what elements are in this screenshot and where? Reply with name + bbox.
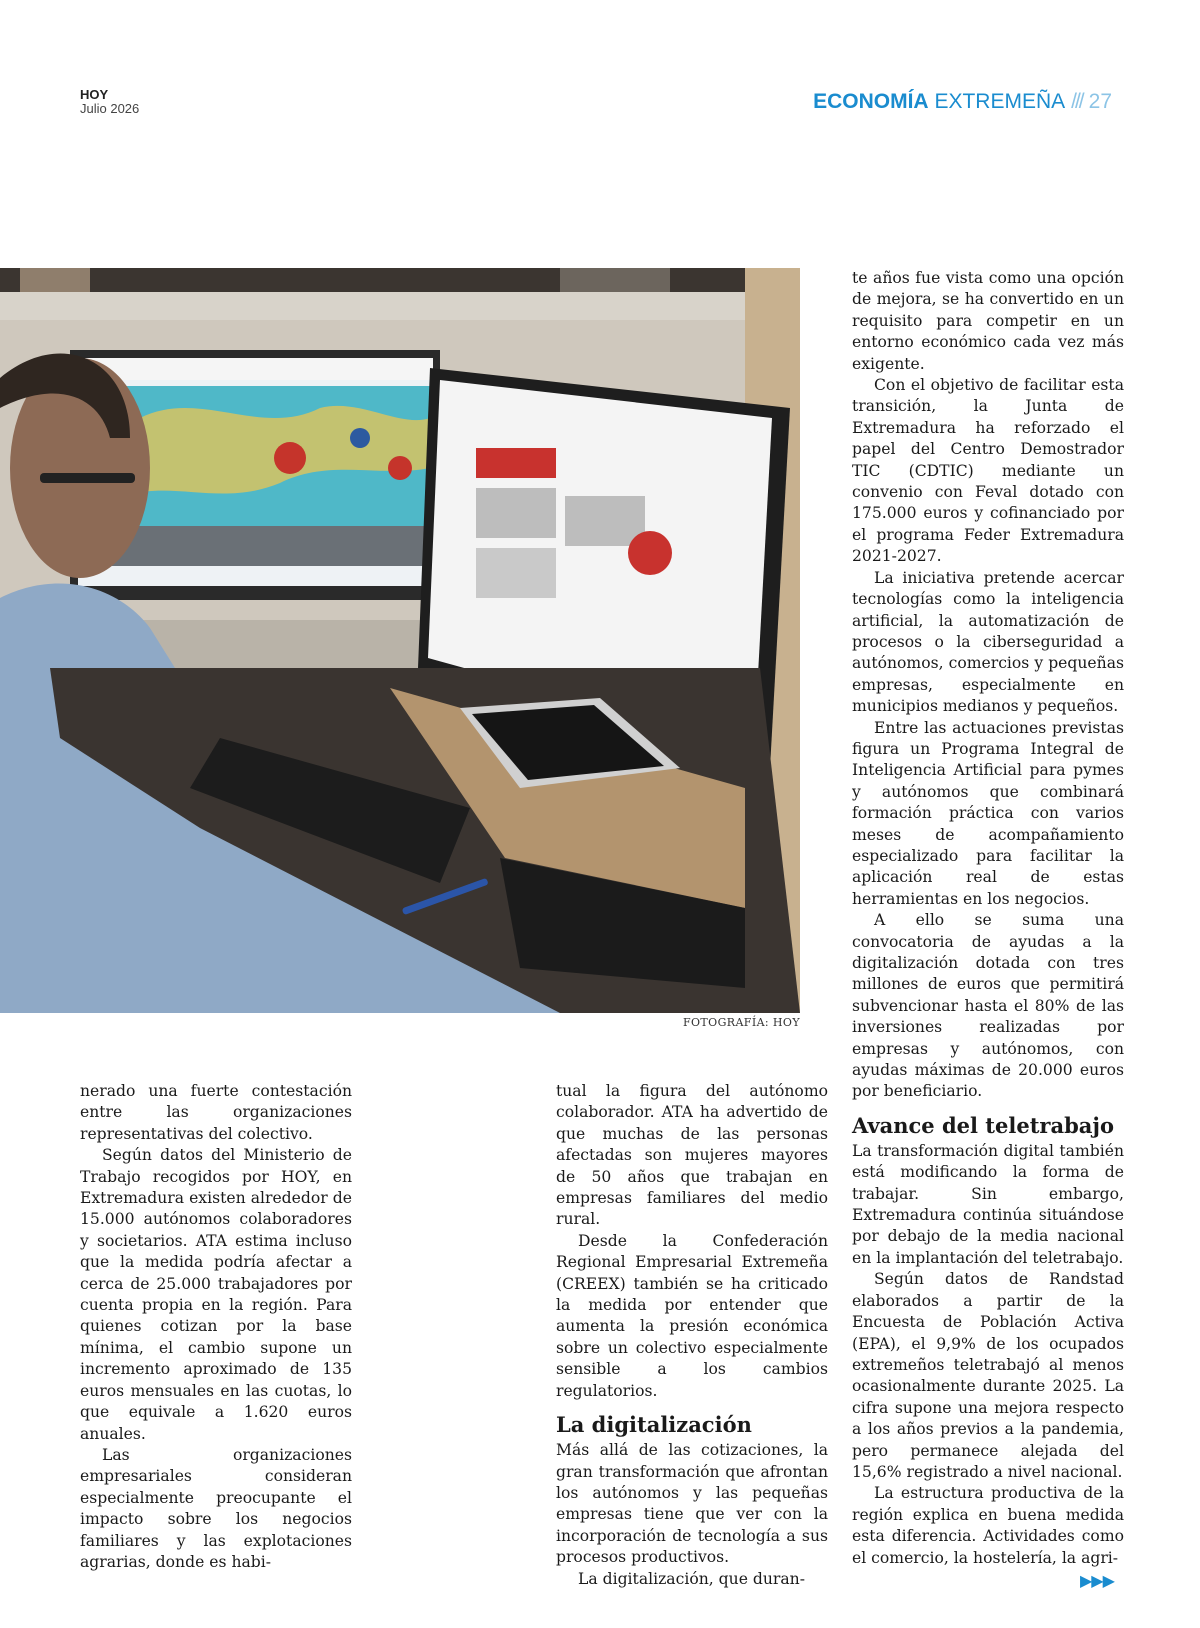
subheading-teletrabajo: Avance del teletrabajo — [852, 1112, 1114, 1138]
masthead — [80, 88, 139, 115]
paragraph: Entre las actuaciones previstas figura un Programa Integral de Inteligencia Artificial para pymes y autónomos que combinará formación práctica con varios meses de acompañamiento especializado para facilitar la aplicación real de estas herramientas en los negocios. — [852, 718, 1124, 908]
paragraph: La transformación digital también está modificando la forma de trabajar. Sin embargo, Extremadura continúa situándose por debajo de la media nacional en la implantación del teletrabajo. — [852, 1141, 1124, 1267]
article-column-2 — [556, 1081, 828, 1590]
section-name-light: EXTREMEÑA — [934, 90, 1066, 113]
paragraph: A ello se suma una convocatoria de ayudas a la digitalización dotada con tres millones de euros que permitirá subvencionar hasta el 80% de las inversiones realizadas por empresas y autónomos, con ayudas máximas de 20.000 euros por beneficiario. — [852, 911, 1124, 1101]
issue-date: Julio 2026 — [80, 100, 140, 116]
article-photo — [0, 268, 800, 1013]
paragraph: La estructura productiva de la región explica en buena medida esta diferencia. Actividades como el comercio, la hostelería, la agri- — [852, 1484, 1124, 1567]
article-column-1 — [80, 1081, 352, 1573]
paragraph: Las organizaciones empresariales consideran especialmente preocupante el impacto sobre los negocios familiares y las explotaciones agrarias, donde es habi- — [80, 1445, 352, 1571]
publication-name: HOY — [80, 87, 109, 102]
section-header — [813, 90, 1112, 114]
continue-arrows-icon: ▶▶▶ — [1080, 1571, 1114, 1590]
paragraph: Más allá de las cotizaciones, la gran transformación que afrontan los autónomos y las pequeñas empresas tiene que ver con la incorporación de tecnología a sus procesos productivos. — [556, 1441, 828, 1567]
paragraph: Con el objetivo de facilitar esta transición, la Junta de Extremadura ha reforzado el papel del Centro Demostrador TIC (CDTIC) mediante un convenio con Feval dotado con 175.000 euros y cofinanciado por el programa Feder Extremadura 2021-2027. — [852, 376, 1124, 566]
photo-illustration — [0, 268, 800, 1013]
paragraph: Según datos del Ministerio de Trabajo recogidos por HOY, en Extremadura existen alrededor de 15.000 autónomos colaboradores y societarios. ATA estima incluso que la medida podría afectar a cerca de 25.000 trabajadores por cuenta propia en la región. Para quienes cotizan por la base mínima, el cambio supone un incremento aproximado de 135 euros mensuales en las cuotas, lo que equivale a 1.620 euros anuales. — [80, 1146, 352, 1443]
section-separator: /// — [1071, 90, 1083, 113]
photo-credit: FOTOGRAFÍA: HOY — [682, 1016, 800, 1029]
section-name-strong: ECONOMÍA — [813, 90, 929, 113]
paragraph: nerado una fuerte contestación entre las organizaciones representativas del colectivo. — [80, 1082, 352, 1143]
paragraph: tual la figura del autónomo colaborador. ATA ha advertido de que muchas de las personas afectadas son mujeres mayores de 50 años que trabajan en empresas familiares del medio rural. — [556, 1082, 828, 1229]
article-column-3 — [852, 268, 1124, 1569]
page-number: 27 — [1088, 90, 1112, 113]
paragraph: Desde la Confederación Regional Empresarial Extremeña (CREEX) también se ha criticado la medida por entender que aumenta la presión económica sobre un colectivo especialmente sensible a los cambios regulatorios. — [556, 1231, 828, 1400]
paragraph: Según datos de Randstad elaborados a partir de la Encuesta de Población Activa (EPA), el 9,9% de los ocupados extremeños teletrabajó al menos ocasionalmente durante 2025. La cifra supone una mejora respecto a los años previos a la pandemia, pero permanece alejada del 15,6% registrado a nivel nacional. — [852, 1270, 1124, 1481]
paragraph: La iniciativa pretende acercar tecnologías como la inteligencia artificial, la automatización de procesos o la ciberseguridad a autónomos, comercios y pequeñas empresas, especialmente en municipios medianos y pequeños. — [852, 568, 1124, 716]
subheading-digitalizacion: La digitalización — [556, 1412, 752, 1438]
paragraph: te años fue vista como una opción de mejora, se ha convertido en un requisito para competir en un entorno económico cada vez más exigente. — [852, 269, 1124, 373]
paragraph: La digitalización, que duran- — [578, 1569, 805, 1588]
